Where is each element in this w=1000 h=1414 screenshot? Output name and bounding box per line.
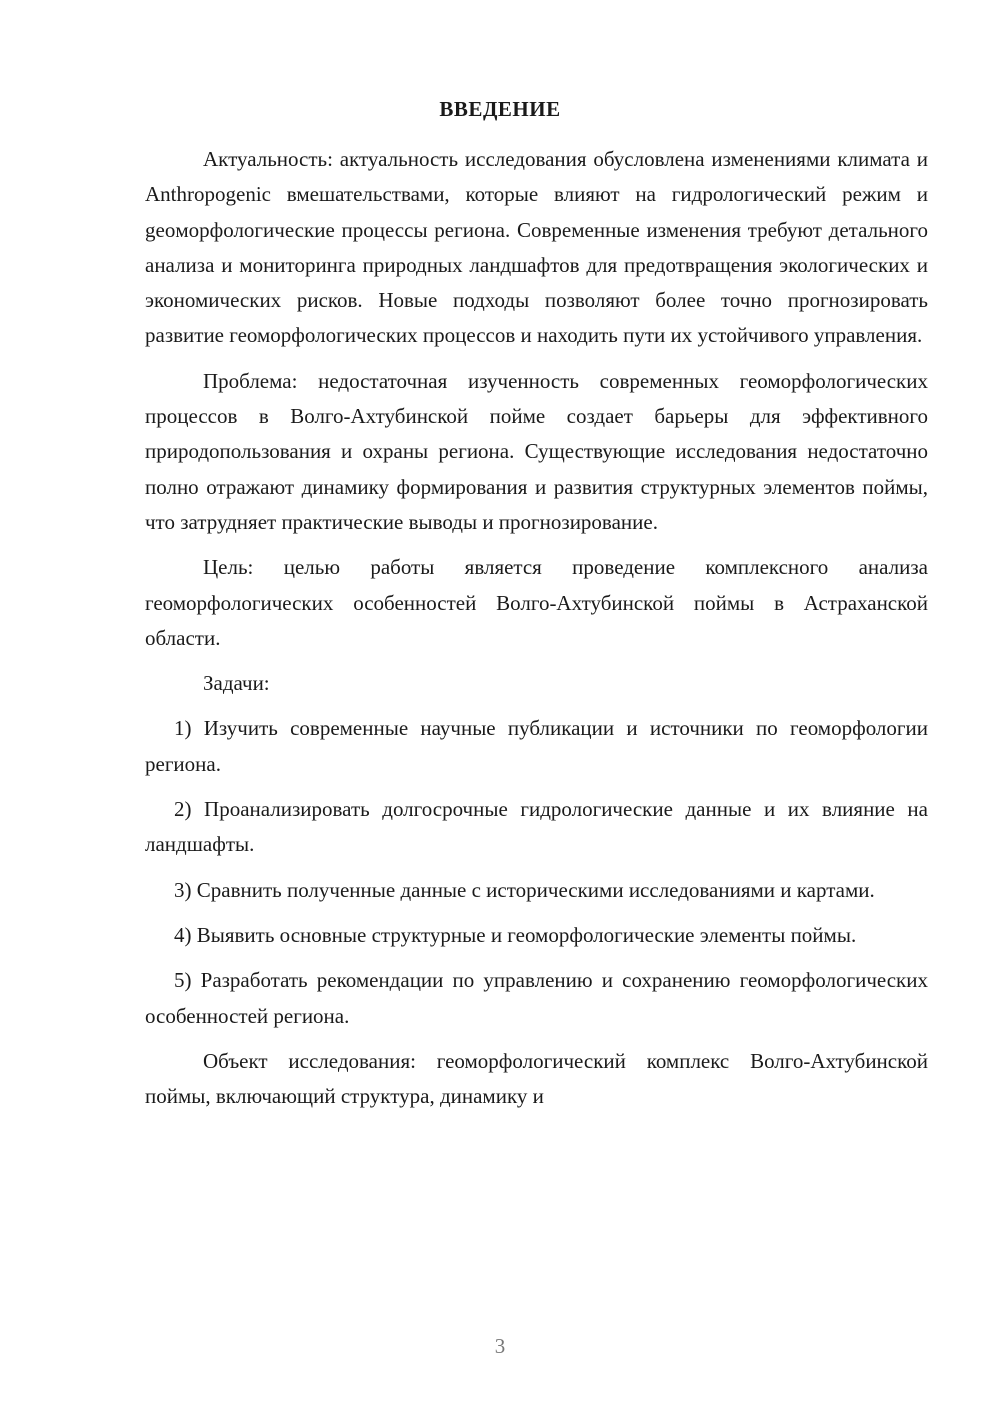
paragraph-tasks-label: Задачи: [203, 671, 270, 696]
paragraph-problem: Проблема: недостаточная изученность современных геоморфологических процессов в Волго-Ахтубинской пойме создает барьеры для эффективного природопользования и охраны региона. Существующие исследования недостаточно полно отражают динамику формирования и развития структурных элементов поймы, что затрудняет практические выводы и прогнозирование. [145, 368, 928, 534]
task-item-1: 1) Изучить современные научные публикации и источники по геоморфологии региона. [145, 716, 928, 776]
page-number: 3 [494, 1334, 506, 1358]
paragraph-goal: Цель: целью работы является проведение комплексного анализа геоморфологических особенностей Волго-Ахтубинской поймы в Астраханской области. [145, 555, 928, 650]
paragraph-relevance: Актуальность: актуальность исследования обусловлена изменениями климата и Anthropogenic вмешательствами, которые влияют на гидрологический режим и geoморфологические процессы региона. Современные изменения требуют детального анализа и мониторинга природных ландшафтов для предотвращения экологических и экономических рисков. Новые подходы позволяют более точно прогнозировать развитие геоморфологических процессов и находить пути их устойчивого управления. [145, 147, 928, 348]
task-item-4: 4) Выявить основные структурные и геоморфологические элементы поймы. [174, 922, 857, 947]
body-text [145, 142, 928, 1114]
task-item-3: 3) Сравнить полученные данные с историческими исследованиями и картами. [174, 877, 875, 902]
paragraph-object: Объект исследования: геоморфологический комплекс Волго-Ахтубинской поймы, включающий структура, динамику и [145, 1048, 928, 1109]
task-item-5: 5) Разработать рекомендации по управлению и сохранению геоморфологических особенностей региона. [145, 968, 928, 1028]
section-heading: ВВЕДЕНИЕ [439, 97, 561, 121]
task-item-2: 2) Проанализировать долгосрочные гидрологические данные и их влияние на ландшафты. [145, 797, 928, 857]
